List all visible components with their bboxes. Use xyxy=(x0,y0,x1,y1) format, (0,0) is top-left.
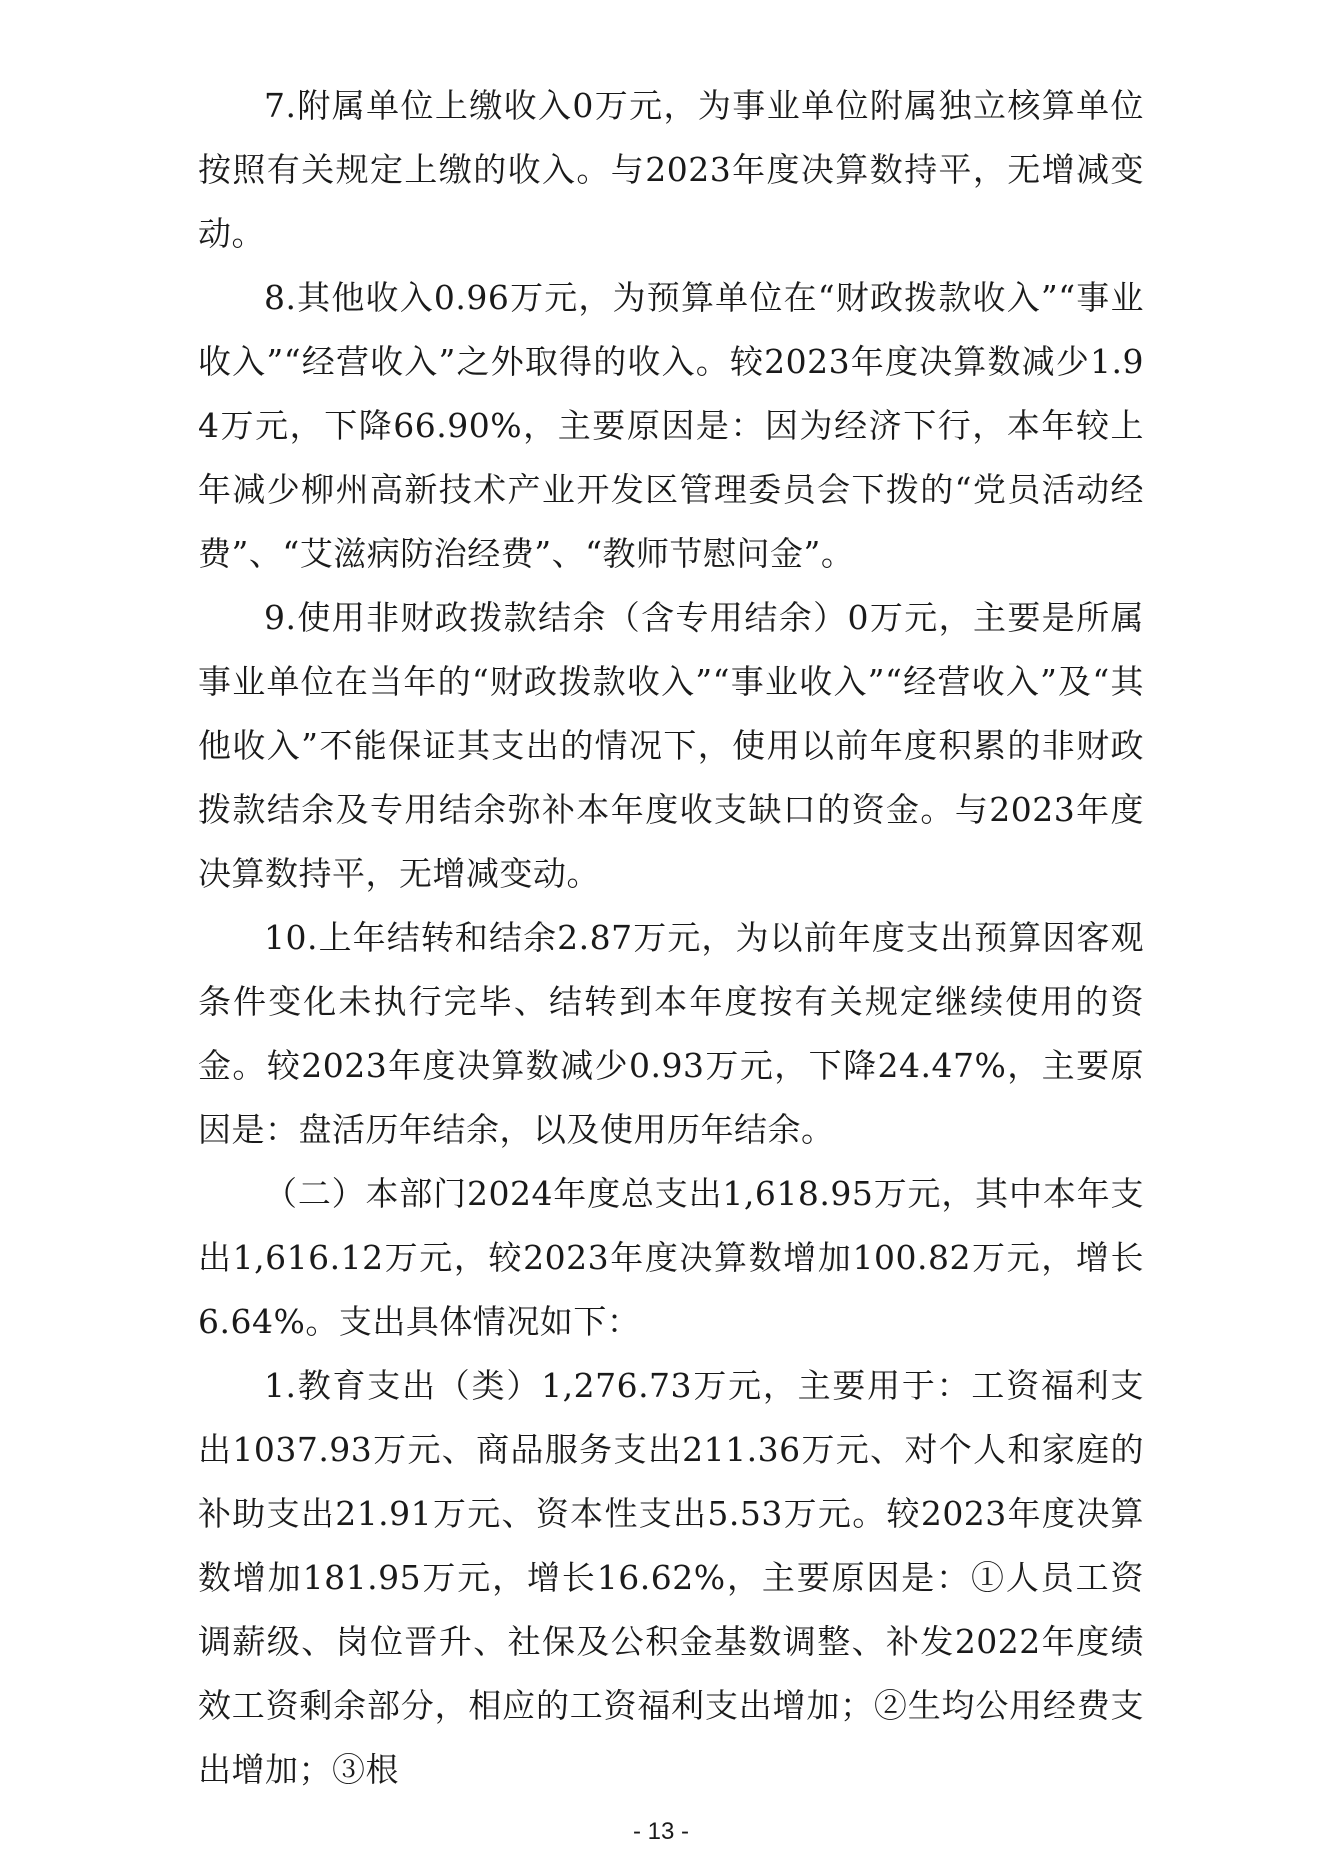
page-number: - 13 - xyxy=(632,1818,689,1845)
paragraph-education-expenditure: 1.教育支出（类）1,276.73万元，主要用于：工资福利支出1037.93万元、商品服务支出211.36万元、对个人和家庭的补助支出21.91万元、资本性支出5.53万元。较2023年度决算数增加181.95万元，增长16.62%，主要原因是：①人员工资调薪级、岗位晋升、社保及公积金基数调整、补发2022年度绩效工资剩余部分，相应的工资福利支出增加；②生均公用经费支出增加；③根 xyxy=(198,1366,1144,1789)
paragraph-prior-year-carryover: 10.上年结转和结余2.87万元，为以前年度支出预算因客观条件变化未执行完毕、结转到本年度按有关规定继续使用的资金。较2023年度决算数减少0.93万元，下降24.47%，主要原因是：盘活历年结余，以及使用历年结余。 xyxy=(198,918,1144,1149)
paragraph-non-fiscal-surplus: 9.使用非财政拨款结余（含专用结余）0万元，主要是所属事业单位在当年的“财政拨款收入”“事业收入”“经营收入”及“其他收入”不能保证其支出的情况下，使用以前年度积累的非财政拨款结余及专用结余弥补本年度收支缺口的资金。与2023年度决算数持平，无增减变动。 xyxy=(198,598,1144,893)
paragraph-affiliated-unit-income: 7.附属单位上缴收入0万元，为事业单位附属独立核算单位按照有关规定上缴的收入。与2023年度决算数持平，无增减变动。 xyxy=(198,86,1144,253)
document-body xyxy=(198,74,1144,1802)
paragraph-other-income: 8.其他收入0.96万元，为预算单位在“财政拨款收入”“事业收入”“经营收入”之外取得的收入。较2023年度决算数减少1.94万元，下降66.90%，主要原因是：因为经济下行，本年较上年减少柳州高新技术产业开发区管理委员会下拨的“党员活动经费”、“艾滋病防治经费”、“教师节慰问金”。 xyxy=(198,278,1144,573)
paragraph-total-expenditure: （二）本部门2024年度总支出1,618.95万元，其中本年支出1,616.12万元，较2023年度决算数增加100.82万元，增长6.64%。支出具体情况如下： xyxy=(198,1174,1144,1341)
